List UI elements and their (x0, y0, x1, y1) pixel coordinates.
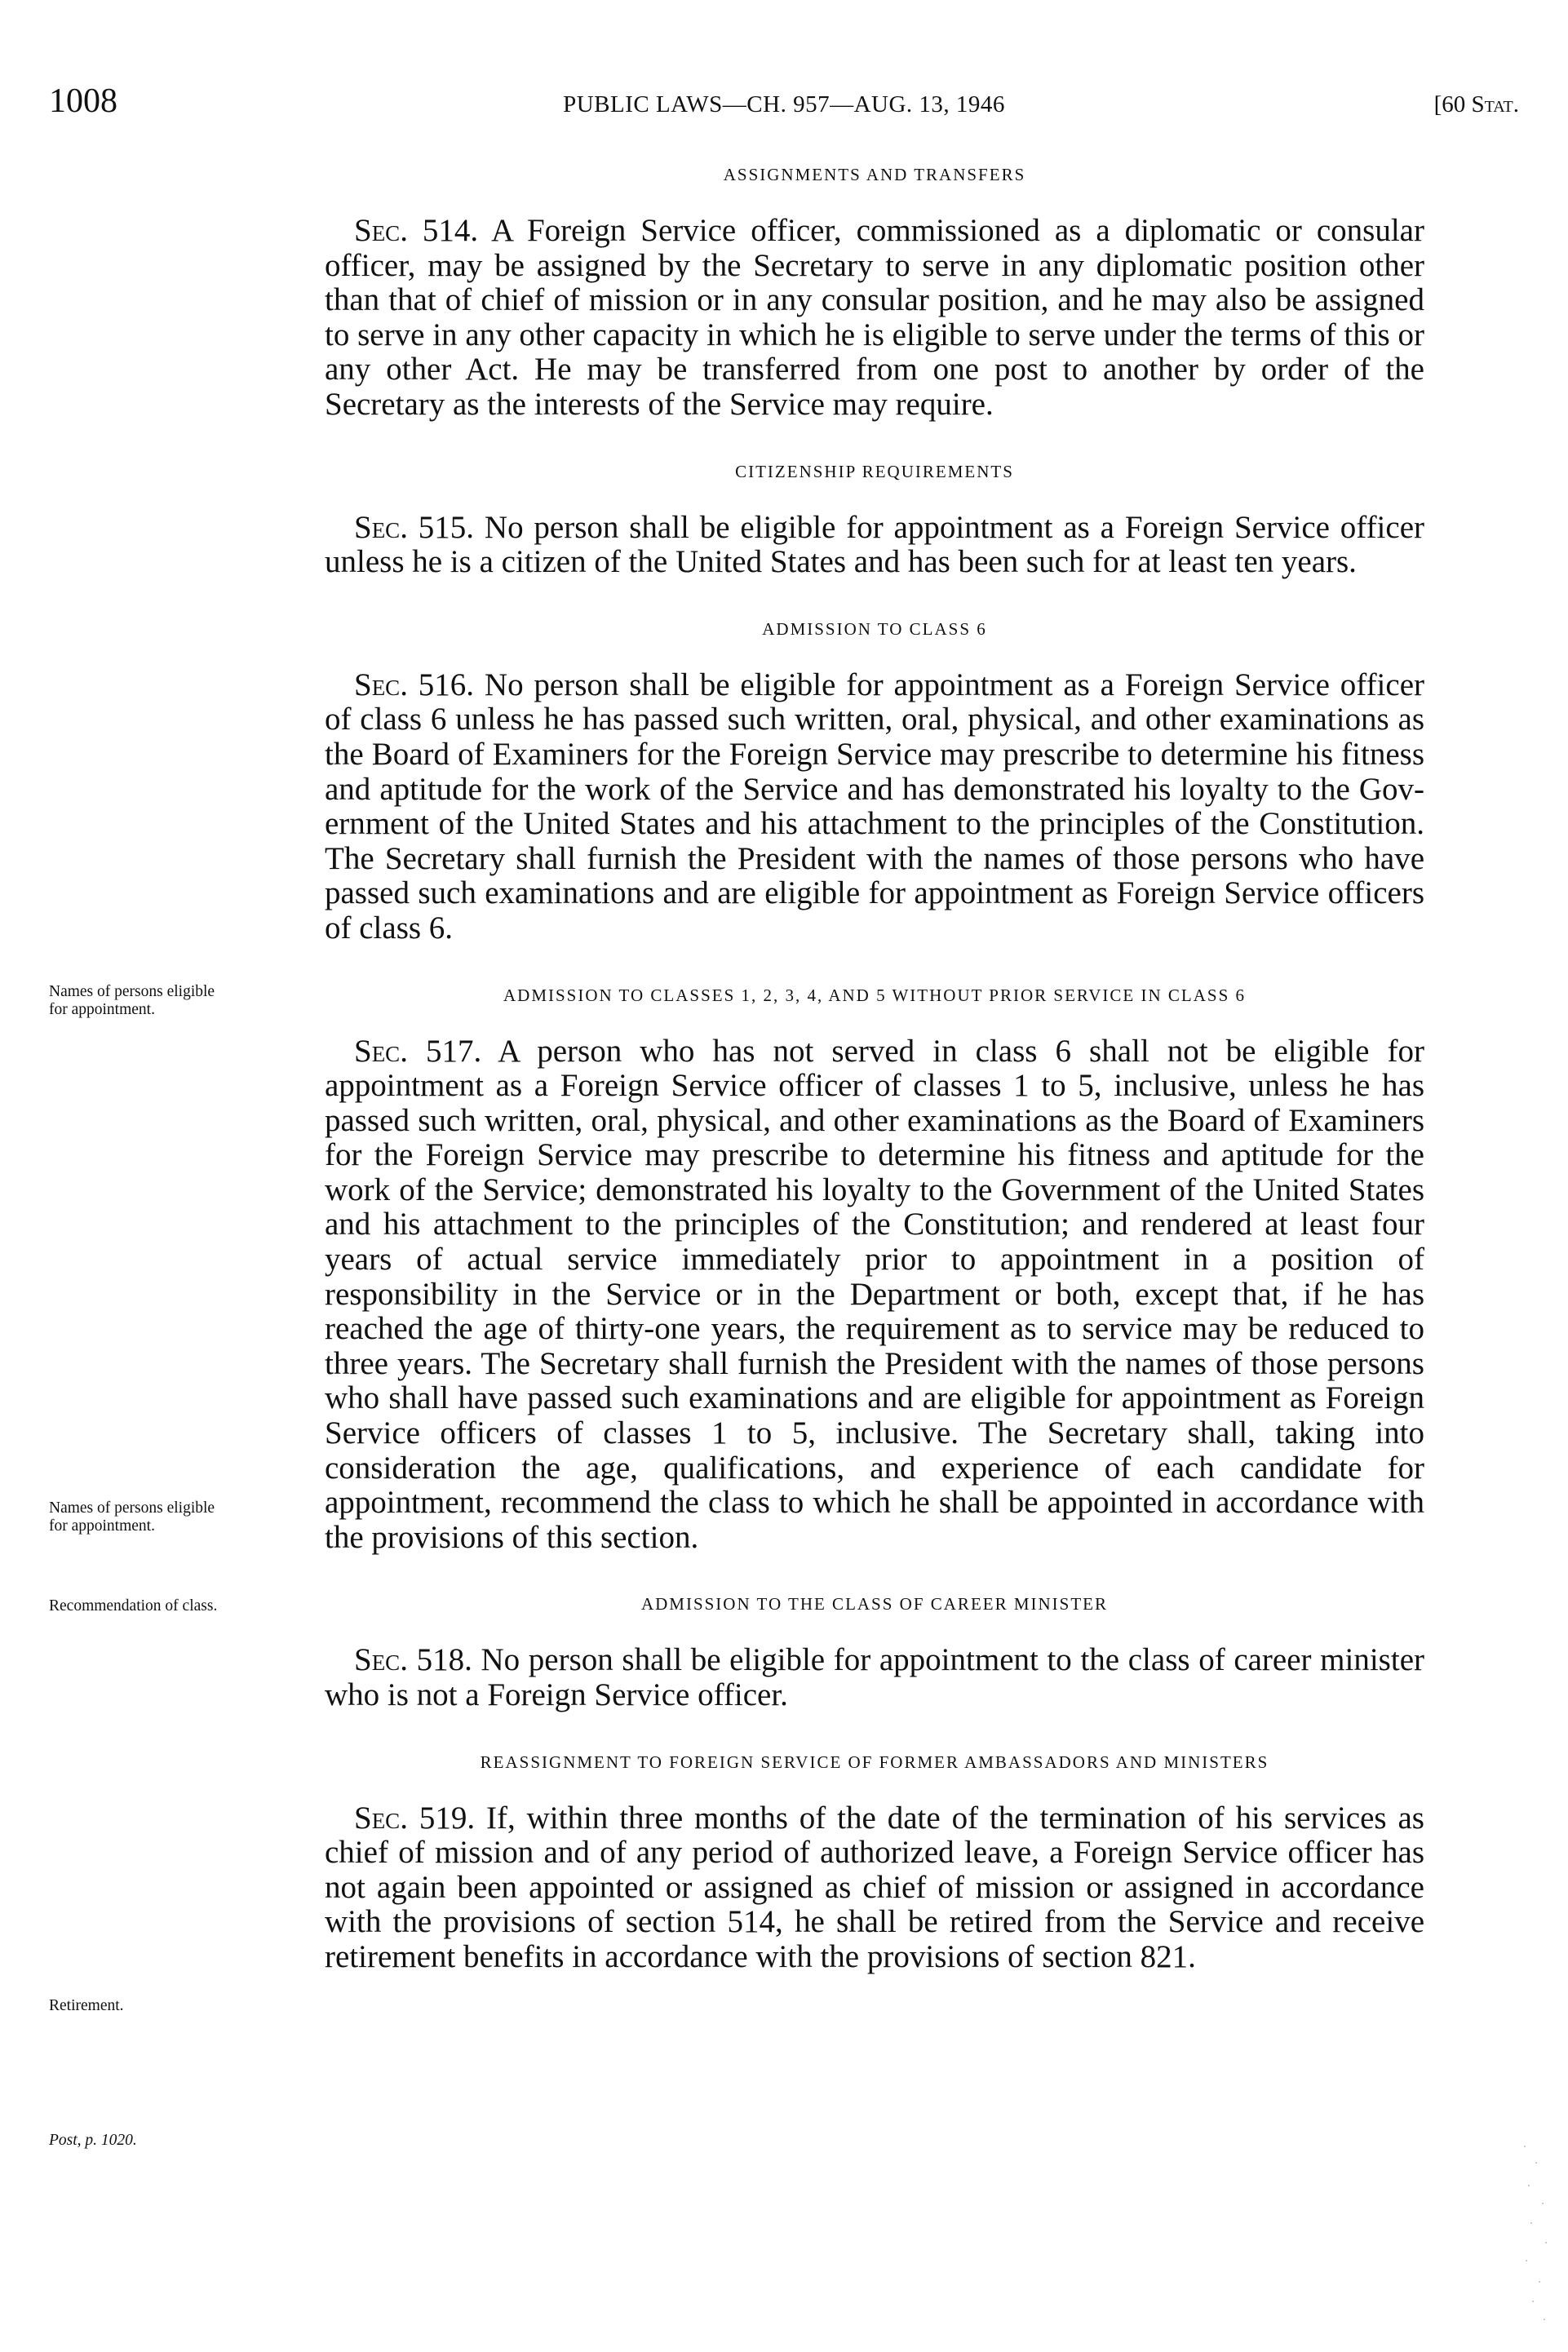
section-paragraph (325, 1801, 1424, 1975)
section-text: No person shall be eligible for appointment to the class of career minister who is not a Foreign Service officer. (325, 1642, 1424, 1712)
margin-note-retirement: Retirement. (49, 1997, 124, 2014)
section-517 (325, 982, 1424, 1556)
section-text: No person shall be eligible for appointment as a Foreign Service officer unless he is a citizen of the United States and has been such for at least ten years. (325, 509, 1424, 580)
section-heading: ADMISSION TO CLASS 6 (762, 618, 987, 639)
section-519 (325, 1749, 1424, 1975)
scan-specks (1521, 2137, 1553, 2333)
section-paragraph (325, 511, 1424, 580)
section-515 (325, 458, 1424, 580)
section-514 (325, 162, 1424, 423)
section-number: Sec. 515. (354, 509, 475, 545)
section-516 (325, 616, 1424, 946)
section-number: Sec. 517. (354, 1033, 482, 1069)
section-heading: REASSIGNMENT TO FOREIGN SERVICE OF FORMER AMBASSADORS AND MINISTERS (480, 1752, 1269, 1772)
margin-note-names-eligible: Names of persons eligible for appointment. (49, 983, 215, 1018)
section-paragraph (325, 1034, 1424, 1556)
page-header (49, 82, 1519, 131)
section-heading: ADMISSION TO THE CLASS OF CAREER MINISTER (640, 1594, 1109, 1615)
section-number: Sec. 514. (354, 213, 479, 248)
section-paragraph (325, 668, 1424, 946)
section-text: A person who has not served in class 6 shall not be eligible for appointment as a Foreign Service officer of classes 1 to 5, inclusive, unless he has passed such written, oral, physical, and other examinations as the Board of Examiners for the Foreign Service may prescribe to determine his fitness and aptitude for the work of the Service; demonstrated his loyalty to the Government of the United States and his attachment to the principles of the Constitution; and rendered at least four years of actual service immediately prior to appointment in a position of responsibility in the Service or in the Department or both, except that, if he has reached the age of thirty-one years, the requirement as to service may be reduced to three years. The Secretary shall furnish the President with the names of those persons who shall have passed such examinations and are eligible for appointment as Foreign Service officers of classes 1 to 5, inclusive. The Secretary shall, taking into consideration the age, qualifications, and experience of each candidate for appointment, recommend the class to which he shall be appointed in accordance with the provisions of this section. (325, 1033, 1424, 1555)
page-number: 1008 (49, 82, 117, 120)
section-text: No person shall be eligible for appointment as a Foreign Service officer of class 6 unless he has passed such written, oral, physical, and other examinations as the Board of Examiners for the Foreign Service may prescribe to determine his fitness and aptitude for the work of the Service and has demonstrated his loyalty to the Government of the United States and his attachment to the principles of the Constitution. The Secretary shall furnish the President with the names of those persons who have passed such examinations and are eligible for appointment as Foreign Service officers of class 6. (325, 667, 1424, 946)
section-number: Sec. 516. (354, 667, 475, 702)
margin-note-cross-reference: Post, p. 1020. (49, 2132, 137, 2149)
section-heading: ADMISSION TO CLASSES 1, 2, 3, 4, AND 5 WITHOUT PRIOR SERVICE IN CLASS 6 (503, 985, 1247, 1005)
section-paragraph (325, 1643, 1424, 1712)
document-body (325, 162, 1424, 2011)
margin-note-recommendation: Recommendation of class. (49, 1597, 218, 1615)
section-heading: ASSIGNMENTS AND TRANSFERS (723, 165, 1026, 184)
running-title: PUBLIC LAWS—CH. 957—AUG. 13, 1946 (563, 91, 1005, 117)
section-number: Sec. 518. (354, 1642, 472, 1678)
section-paragraph (325, 214, 1424, 423)
statute-reference: [60 Stat. (1433, 91, 1519, 117)
section-text: If, within three months of the date of the termination of his services as chief of mission and of any period of authorized leave, a Foreign Service officer has not again been appointed or assigned as chief of mission or assigned in accordance with the provisions of section 514, he shall be retired from the Service and receive retirement benefits in accordance with the provisions of section 821. (325, 1800, 1424, 1974)
section-518 (325, 1591, 1424, 1712)
section-heading: CITIZENSHIP REQUIREMENTS (735, 461, 1014, 481)
section-text: A Foreign Service officer, commissioned as a diplomatic or consular officer, may be assigned by the Secretary to serve in any diplomatic position other than that of chief of mission or in any consular position, and he may also be assigned to serve in any other capacity in which he is eligible to serve under the terms of this or any other Act. He may be transferred from one post to another by order of the Secretary as the interests of the Service may require. (325, 213, 1424, 422)
section-number: Sec. 519. (354, 1800, 476, 1836)
margin-note-names-eligible-2: Names of persons eligible for appointment. (49, 1499, 215, 1535)
